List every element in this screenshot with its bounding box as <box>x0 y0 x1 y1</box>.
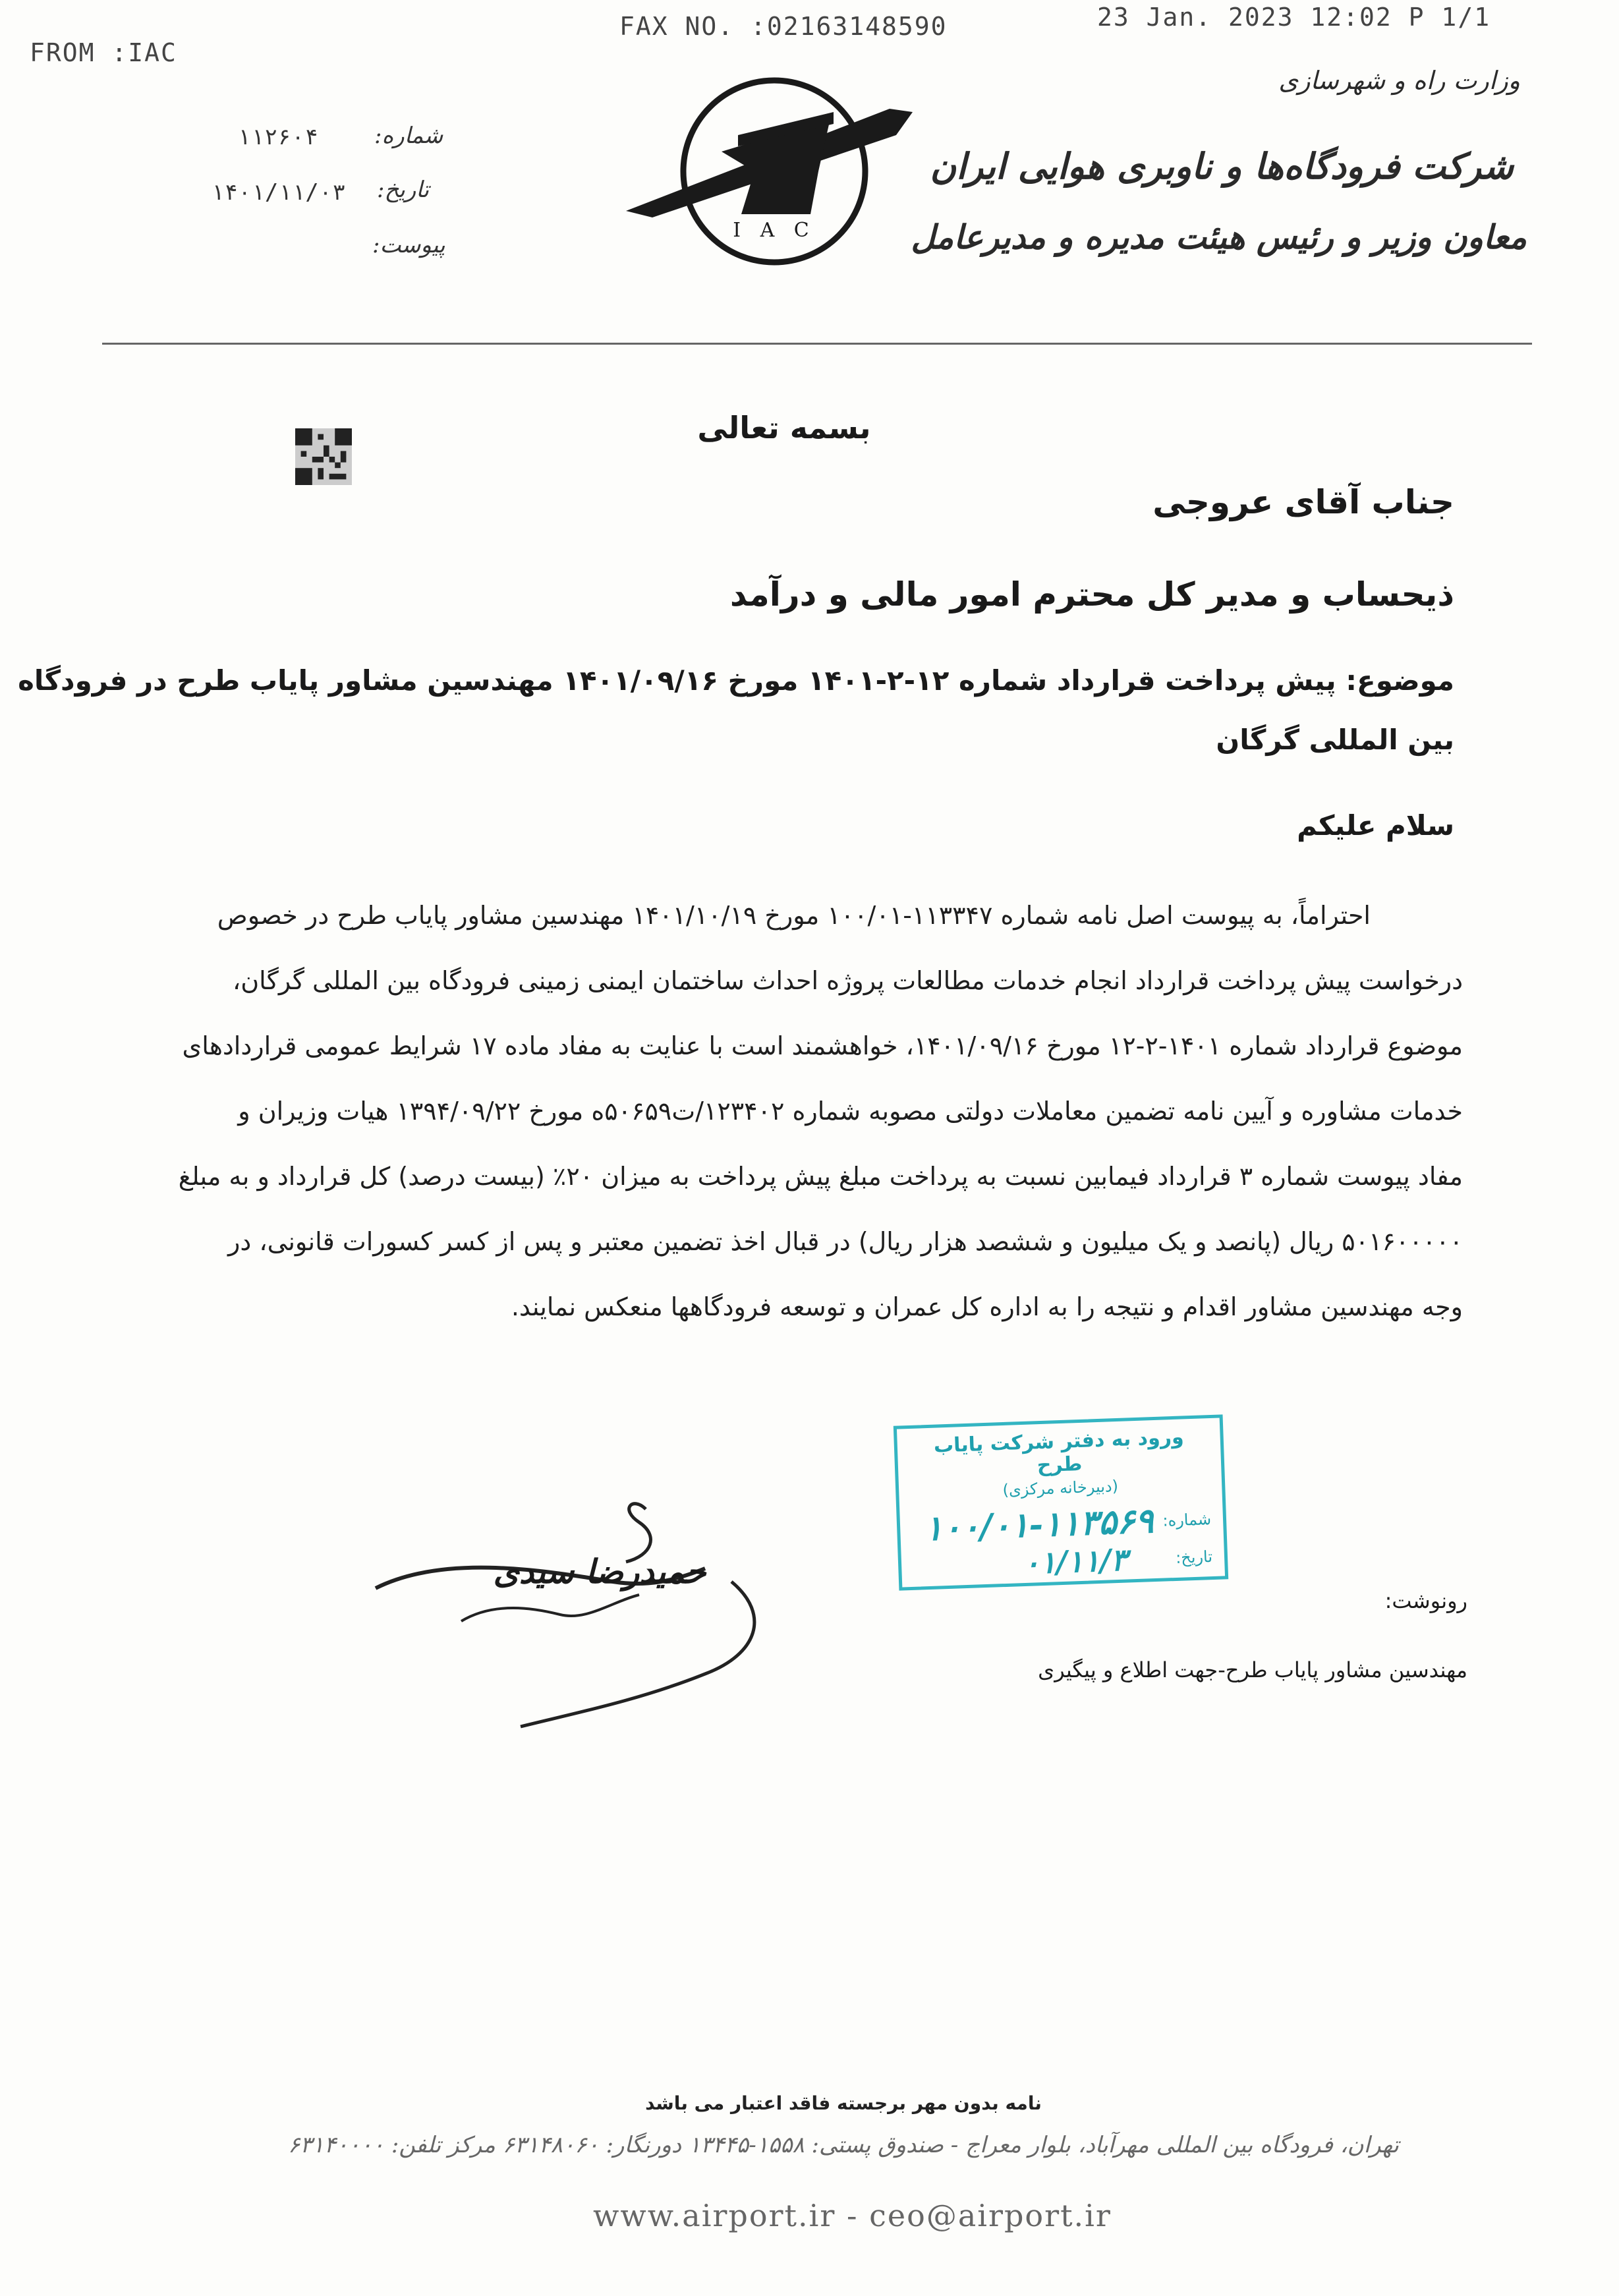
stamp-number: ۱۰۰/۰۱-۱۱۳۵۶۹ <box>923 1501 1154 1549</box>
letter-number: ۱۱۲۶۰۴ <box>237 124 318 150</box>
subject-line-1: موضوع: پیش پرداخت قرارداد شماره ۱۲-۲-۱۴۰۱ مورخ ۱۴۰۱/۰۹/۱۶ مهندسین مشاور پایاب طرح در فرودگاه <box>18 664 1454 697</box>
receipt-stamp <box>894 1414 1228 1590</box>
salutation-header: بسمه تعالی <box>697 410 871 445</box>
body-line: درخواست پیش پرداخت قرارداد انجام خدمات مطالعات پروژه احداث ساختمان ایمنی زمینی فرودگاه بین المللی گرگان، <box>233 966 1463 995</box>
greeting: سلام علیکم <box>1297 809 1454 842</box>
fax-datetime: 23 Jan. 2023 12:02 P 1/1 <box>1097 3 1491 32</box>
handwritten-signature-icon <box>362 1483 771 1733</box>
body-line: ۵۰۱۶۰۰۰۰۰ ریال (پانصد و یک میلیون و ششصد هزار ریال) در قبال اخذ تضمین معتبر و پس از کسر کسورات قانونی، در <box>228 1227 1463 1256</box>
fax-number: FAX NO. :02163148590 <box>619 12 948 41</box>
signer-name: حمیدرضا سیدی <box>493 1552 706 1591</box>
subject-line-2: بین المللی گرگان <box>1216 724 1454 756</box>
stamp-subtitle: (دبیرخانه مرکزی) <box>1002 1476 1119 1500</box>
logo-text: I A C <box>733 219 816 242</box>
footer-address: تهران، فرودگاه بین المللی مهرآباد، بلوار معراج - صندوق پستی: ۱۵۵۸-۱۳۴۴۵ دورنگار: ۶۳۱۴۸۰۶۰ مرکز تلفن: ۶۳۱۴۰۰۰۰ <box>288 2132 1399 2158</box>
letterhead-ministry: وزارت راه و شهرسازی <box>1278 66 1520 95</box>
stamp-date-label: تاریخ: <box>1175 1547 1213 1567</box>
body-line: موضوع قرارداد شماره ۱۴۰۱-۲-۱۲ مورخ ۱۴۰۱/۰۹/۱۶، خواهشمند است با عنایت به مفاد ماده ۱۷ شرایط عمومی قراردادهای <box>182 1031 1463 1060</box>
header-divider <box>102 343 1532 345</box>
recipient-name: جناب آقای عروجی <box>1152 483 1454 521</box>
letter-attachment-label: پیوست: <box>372 232 445 258</box>
letter-date-label: تاریخ: <box>377 177 430 203</box>
signature-block <box>362 1483 771 1733</box>
letter-date: ۱۴۰۱/۱۱/۰۳ <box>211 179 346 206</box>
fax-from: FROM :IAC <box>30 38 177 67</box>
footer-note: نامه بدون مهر برجسته فاقد اعتبار می باشد <box>645 2092 1042 2114</box>
footer-website: www.airport.ir - ceo@airport.ir <box>593 2198 1112 2233</box>
letterhead-company: شرکت فرودگاه‌ها و ناوبری هوایی ایران <box>930 145 1514 187</box>
stamp-date: ۰۱/۱۱/۳ <box>1023 1541 1128 1582</box>
stamp-number-label: شماره: <box>1162 1509 1212 1530</box>
letter-number-label: شماره: <box>374 123 443 149</box>
body-line: وجه مهندسین مشاور اقدام و نتیجه را به اداره کل عمران و توسعه فرودگاهها منعکس نمایند. <box>511 1292 1463 1321</box>
letterhead-office: معاون وزیر و رئیس هیئت مدیره و مدیرعامل <box>911 217 1527 256</box>
body-line: مفاد پیوست شماره ۳ قرارداد فیمابین نسبت به پرداخت مبلغ پیش پرداخت به میزان ۲۰٪ (بیست درصد) کل قرارداد و به مبلغ <box>178 1162 1463 1191</box>
letter-meta <box>211 119 461 283</box>
body-paragraph <box>152 883 1463 1340</box>
qr-code-icon <box>295 428 352 485</box>
body-line: احتراماً، به پیوست اصل نامه شماره ۱۱۳۳۴۷-۱۰۰/۰۱ مورخ ۱۴۰۱/۱۰/۱۹ مهندسین مشاور پایاب طرح در خصوص <box>217 901 1371 930</box>
body-line: خدمات مشاوره و آیین نامه تضمین معاملات دولتی مصوبه شماره ۱۲۳۴۰۲/ت۵۰۶۵۹ه مورخ ۱۳۹۴/۰۹/۲۲ هیات وزیران و <box>238 1097 1463 1126</box>
cc-line: مهندسین مشاور پایاب طرح-جهت اطلاع و پیگیری <box>1038 1657 1467 1682</box>
cc-label: رونوشت: <box>1384 1588 1467 1613</box>
stamp-title: ورود به دفتر شرکت پایاب طرح <box>933 1425 1185 1478</box>
recipient-title: ذیحساب و مدیر کل محترم امور مالی و درآمد <box>729 575 1454 614</box>
